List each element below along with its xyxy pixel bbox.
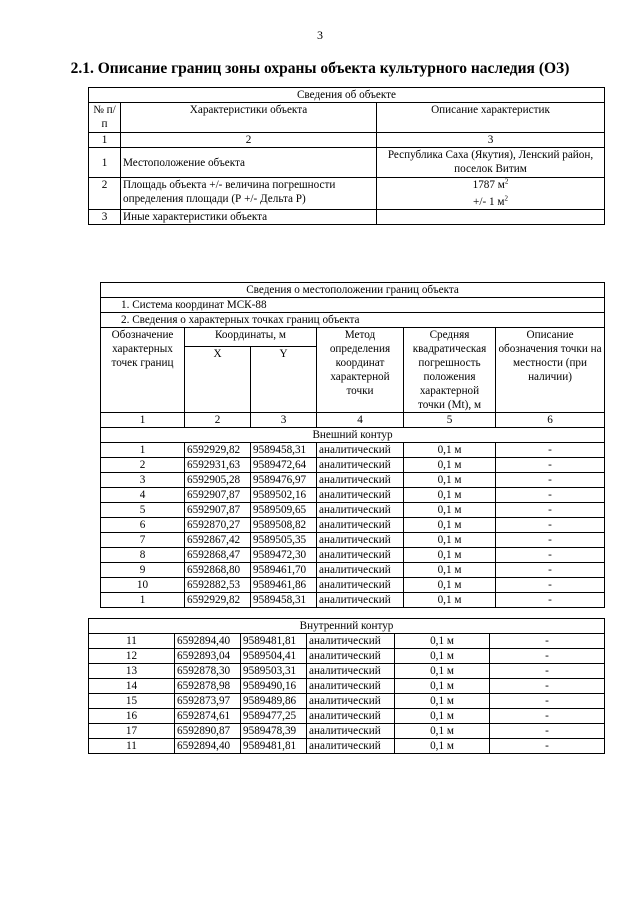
table-row — [101, 563, 605, 578]
point-method: аналитический — [307, 694, 395, 709]
point-x: 6592874,61 — [175, 709, 241, 724]
point-x: 6592905,28 — [185, 473, 251, 488]
point-y: 9589509,65 — [251, 503, 317, 518]
inner-contour-title: Внутренний контур — [89, 619, 605, 634]
point-desc: - — [496, 578, 605, 593]
outer-points — [101, 443, 605, 608]
table-row — [89, 739, 605, 754]
point-y: 9589458,31 — [251, 593, 317, 608]
point-mt: 0,1 м — [404, 548, 496, 563]
col-number: 2 — [121, 133, 377, 148]
row-name: Местоположение объекта — [121, 148, 377, 178]
point-number: 11 — [89, 739, 175, 754]
point-number: 14 — [89, 679, 175, 694]
point-mt: 0,1 м — [395, 679, 490, 694]
point-method: аналитический — [307, 724, 395, 739]
point-number: 12 — [89, 649, 175, 664]
row-value — [377, 210, 605, 225]
point-method: аналитический — [317, 443, 404, 458]
point-number: 7 — [101, 533, 185, 548]
table-row — [89, 664, 605, 679]
point-number: 4 — [101, 488, 185, 503]
point-method: аналитический — [307, 664, 395, 679]
header-description: Описание характеристик — [377, 103, 605, 133]
point-x: 6592907,87 — [185, 488, 251, 503]
point-desc: - — [490, 679, 605, 694]
point-y: 9589472,30 — [251, 548, 317, 563]
location-table — [100, 282, 605, 608]
point-desc: - — [490, 709, 605, 724]
area-unit-sup: 2 — [504, 177, 509, 186]
point-y: 9589505,35 — [251, 533, 317, 548]
point-number: 8 — [101, 548, 185, 563]
point-mt: 0,1 м — [404, 593, 496, 608]
table-row — [89, 724, 605, 739]
table-row — [89, 709, 605, 724]
point-method: аналитический — [307, 634, 395, 649]
point-number: 11 — [89, 634, 175, 649]
point-mt: 0,1 м — [404, 458, 496, 473]
point-desc: - — [496, 473, 605, 488]
header-num: № п/п — [89, 103, 121, 133]
point-y: 9589503,31 — [241, 664, 307, 679]
table-row — [101, 518, 605, 533]
table-row — [101, 443, 605, 458]
point-number: 3 — [101, 473, 185, 488]
row-num: 2 — [89, 178, 121, 210]
row-name: Площадь объекта +/- величина погрешности определения площади (Р +/- Дельта Р) — [121, 178, 377, 210]
point-x: 6592931,63 — [185, 458, 251, 473]
point-desc: - — [490, 649, 605, 664]
point-x: 6592882,53 — [185, 578, 251, 593]
location-title: Сведения о местоположении границ объекта — [101, 283, 605, 298]
table-row — [89, 649, 605, 664]
point-method: аналитический — [317, 563, 404, 578]
point-x: 6592893,04 — [175, 649, 241, 664]
point-desc: - — [496, 593, 605, 608]
point-number: 10 — [101, 578, 185, 593]
point-mt: 0,1 м — [395, 724, 490, 739]
point-number: 16 — [89, 709, 175, 724]
point-method: аналитический — [317, 458, 404, 473]
point-method: аналитический — [317, 488, 404, 503]
col-number: 1 — [89, 133, 121, 148]
area-value-cell — [377, 178, 605, 210]
point-y: 9589489,86 — [241, 694, 307, 709]
inner-contour-table — [88, 618, 605, 754]
point-mt: 0,1 м — [404, 473, 496, 488]
col-number: 6 — [496, 413, 605, 428]
col-number: 1 — [101, 413, 185, 428]
point-mt: 0,1 м — [395, 739, 490, 754]
point-x: 6592907,87 — [185, 503, 251, 518]
point-x: 6592894,40 — [175, 634, 241, 649]
point-desc: - — [490, 634, 605, 649]
point-x: 6592878,30 — [175, 664, 241, 679]
point-number: 17 — [89, 724, 175, 739]
object-info-table — [88, 87, 605, 225]
inner-points — [89, 634, 605, 754]
point-number: 15 — [89, 694, 175, 709]
table-row — [101, 488, 605, 503]
point-x: 6592873,97 — [175, 694, 241, 709]
header-y: Y — [251, 347, 317, 413]
point-x: 6592868,47 — [185, 548, 251, 563]
point-desc: - — [496, 563, 605, 578]
point-method: аналитический — [317, 503, 404, 518]
point-y: 9589472,64 — [251, 458, 317, 473]
point-y: 9589481,81 — [241, 739, 307, 754]
point-desc: - — [496, 503, 605, 518]
point-x: 6592868,80 — [185, 563, 251, 578]
point-mt: 0,1 м — [395, 694, 490, 709]
coord-system: 1. Система координат МСК-88 — [101, 298, 605, 313]
col-number: 5 — [404, 413, 496, 428]
point-y: 9589461,86 — [251, 578, 317, 593]
area-value: 1787 м — [472, 179, 505, 191]
table-row — [89, 679, 605, 694]
point-desc: - — [490, 739, 605, 754]
point-desc: - — [490, 664, 605, 679]
point-y: 9589504,41 — [241, 649, 307, 664]
table-row — [89, 634, 605, 649]
point-mt: 0,1 м — [395, 709, 490, 724]
point-mt: 0,1 м — [395, 664, 490, 679]
point-mt: 0,1 м — [404, 518, 496, 533]
table-row — [89, 694, 605, 709]
row-value: Республика Саха (Якутия), Ленский район, поселок Витим — [377, 148, 605, 178]
point-number: 5 — [101, 503, 185, 518]
table-row — [101, 533, 605, 548]
points-title: 2. Сведения о характерных точках границ объекта — [101, 313, 605, 328]
table-row — [101, 548, 605, 563]
point-number: 13 — [89, 664, 175, 679]
col-number: 2 — [185, 413, 251, 428]
point-method: аналитический — [317, 473, 404, 488]
point-mt: 0,1 м — [395, 649, 490, 664]
point-method: аналитический — [317, 578, 404, 593]
point-x: 6592878,98 — [175, 679, 241, 694]
table-row — [101, 458, 605, 473]
point-desc: - — [496, 488, 605, 503]
header-designation: Обозначение характерных точек границ — [101, 328, 185, 413]
point-desc: - — [490, 724, 605, 739]
point-method: аналитический — [317, 518, 404, 533]
point-y: 9589481,81 — [241, 634, 307, 649]
point-method: аналитический — [317, 533, 404, 548]
point-method: аналитический — [307, 679, 395, 694]
table-row — [101, 503, 605, 518]
point-mt: 0,1 м — [395, 634, 490, 649]
point-y: 9589508,82 — [251, 518, 317, 533]
table-row — [101, 578, 605, 593]
col-number: 4 — [317, 413, 404, 428]
col-number: 3 — [251, 413, 317, 428]
header-desc: Описание обозначения точки на местности (при наличии) — [496, 328, 605, 413]
section-heading: 2.1. Описание границ зоны охраны объекта культурного наследия (ОЗ) — [70, 60, 570, 77]
header-rms: Средняя квадратическая погрешность положения характерной точки (Mt), м — [404, 328, 496, 413]
point-mt: 0,1 м — [404, 443, 496, 458]
point-method: аналитический — [307, 709, 395, 724]
col-number: 3 — [377, 133, 605, 148]
area-error-sup: 2 — [504, 194, 508, 203]
point-method: аналитический — [307, 649, 395, 664]
table-row — [101, 473, 605, 488]
point-mt: 0,1 м — [404, 578, 496, 593]
point-x: 6592894,40 — [175, 739, 241, 754]
point-y: 9589478,39 — [241, 724, 307, 739]
point-method: аналитический — [317, 593, 404, 608]
row-num: 3 — [89, 210, 121, 225]
point-y: 9589477,25 — [241, 709, 307, 724]
point-y: 9589502,16 — [251, 488, 317, 503]
row-name: Иные характеристики объекта — [121, 210, 377, 225]
point-method: аналитический — [307, 739, 395, 754]
header-method: Метод определения координат характерной точки — [317, 328, 404, 413]
object-info-title: Сведения об объекте — [89, 88, 605, 103]
point-x: 6592929,82 — [185, 443, 251, 458]
point-x: 6592890,87 — [175, 724, 241, 739]
outer-contour-title: Внешний контур — [101, 428, 605, 443]
point-y: 9589490,16 — [241, 679, 307, 694]
page-number: 3 — [317, 28, 323, 42]
point-mt: 0,1 м — [404, 488, 496, 503]
point-desc: - — [496, 443, 605, 458]
header-characteristics: Характеристики объекта — [121, 103, 377, 133]
header-x: X — [185, 347, 251, 413]
point-number: 6 — [101, 518, 185, 533]
point-desc: - — [496, 518, 605, 533]
area-error: +/- 1 м — [473, 196, 505, 208]
point-number: 9 — [101, 563, 185, 578]
point-number: 1 — [101, 443, 185, 458]
point-number: 2 — [101, 458, 185, 473]
point-method: аналитический — [317, 548, 404, 563]
table-row — [101, 593, 605, 608]
point-mt: 0,1 м — [404, 533, 496, 548]
header-coords: Координаты, м — [185, 328, 317, 347]
point-x: 6592867,42 — [185, 533, 251, 548]
point-desc: - — [496, 533, 605, 548]
point-x: 6592929,82 — [185, 593, 251, 608]
point-desc: - — [496, 458, 605, 473]
point-x: 6592870,27 — [185, 518, 251, 533]
point-desc: - — [496, 548, 605, 563]
point-number: 1 — [101, 593, 185, 608]
point-y: 9589458,31 — [251, 443, 317, 458]
row-num: 1 — [89, 148, 121, 178]
point-mt: 0,1 м — [404, 563, 496, 578]
point-y: 9589476,97 — [251, 473, 317, 488]
point-y: 9589461,70 — [251, 563, 317, 578]
point-desc: - — [490, 694, 605, 709]
point-mt: 0,1 м — [404, 503, 496, 518]
